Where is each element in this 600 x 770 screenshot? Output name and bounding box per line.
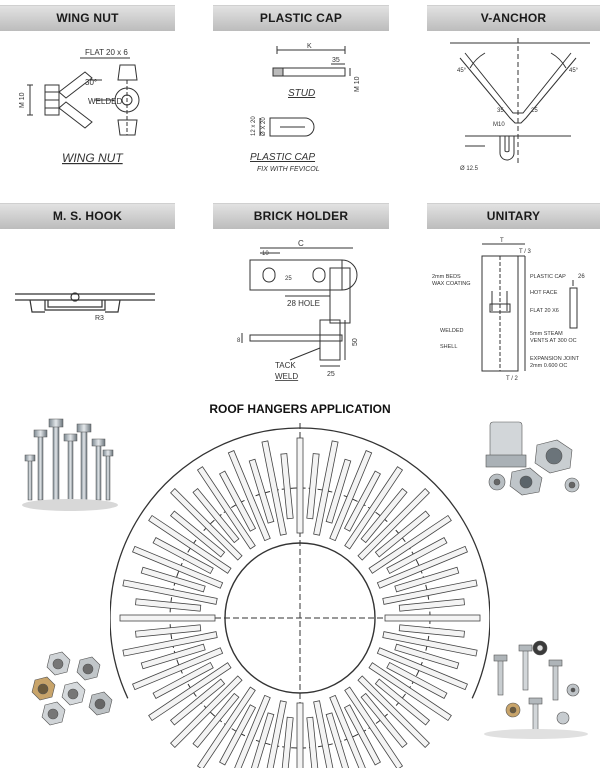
roof-hangers-heading: ROOF HANGERS APPLICATION	[209, 402, 391, 416]
hanger-slot	[136, 625, 201, 637]
plastic-cap-caption: PLASTIC CAP	[250, 152, 316, 163]
bolts-icon	[18, 410, 123, 515]
ms-hook-radius-label: R3	[95, 315, 104, 322]
v-anchor-35-label: 35	[497, 108, 504, 114]
unitary-beds-label: 2mm BEDS	[432, 274, 461, 280]
header-brick-holder-label: BRICK HOLDER	[253, 209, 349, 223]
fasteners-icon	[478, 630, 593, 740]
plastic-cap-dims-label: 12 x 20	[251, 116, 257, 136]
pipe-fittings-photo	[472, 410, 592, 510]
brick-holder-tack-label: TACK	[275, 361, 296, 370]
brick-holder-25b-label: 25	[327, 371, 335, 378]
unitary-t2-label: T / 2	[506, 376, 518, 382]
header-ms-hook	[0, 203, 175, 229]
v-anchor-left-angle: 45°	[457, 68, 467, 74]
header-wing-nut	[0, 5, 175, 31]
unitary-exp2-label: 2mm 0.600 OC	[530, 363, 568, 369]
brick-holder-c-label: C	[298, 239, 304, 248]
hanger-slot	[281, 454, 293, 519]
fasteners-photo	[478, 630, 593, 740]
hex-nuts-icon	[20, 640, 120, 730]
brick-holder-weld-label: WELD	[275, 372, 299, 381]
brick-holder-10-label: 10	[262, 251, 269, 257]
unitary-hotface-label: HOT FACE	[530, 290, 558, 296]
unitary-t3-label: T / 3	[519, 249, 531, 255]
plastic-cap-k-label: K	[307, 43, 312, 50]
brick-holder-8-label: 8	[237, 338, 241, 344]
plastic-cap-drawing	[245, 40, 375, 190]
unitary-plastic-label: PLASTIC CAP	[530, 274, 566, 280]
hanger-slot	[297, 438, 303, 533]
v-anchor-25-label: 25	[531, 108, 538, 114]
v-anchor-bottom-label: Ø 12.5	[460, 166, 479, 172]
header-ms-hook-label: M. S. HOOK	[52, 209, 123, 223]
wing-nut-welded-label: WELDED	[88, 97, 123, 106]
plastic-cap-fix-label: FIX WITH FEVICOL	[257, 166, 320, 173]
hanger-slot	[120, 615, 215, 621]
wing-nut-angle-label: 30°	[85, 78, 98, 87]
hanger-slot	[399, 599, 464, 611]
header-plastic-cap	[213, 5, 389, 31]
unitary-t-label: T	[500, 238, 504, 244]
header-wing-nut-label: WING NUT	[56, 11, 119, 25]
header-v-anchor-label: V-ANCHOR	[480, 11, 547, 25]
unitary-flat-label: FLAT 20 X6	[530, 308, 559, 314]
plastic-cap-35-label: 35	[332, 57, 340, 64]
hanger-slot	[385, 615, 480, 621]
hanger-slot	[136, 599, 201, 611]
v-anchor-drawing	[445, 38, 595, 188]
header-brick-holder	[213, 203, 389, 229]
hanger-slot	[399, 625, 464, 637]
unitary-drawing	[430, 236, 600, 386]
unitary-26-label: 26	[578, 274, 585, 280]
unitary-vents-label: VENTS AT 300 OC	[530, 338, 577, 344]
header-v-anchor	[427, 5, 600, 31]
brick-holder-drawing	[235, 238, 375, 386]
wing-nut-flat-label: FLAT 20 x 6	[85, 48, 128, 57]
pipe-fittings-icon	[472, 410, 592, 510]
unitary-expansion-label: EXPANSION JOINT	[530, 356, 580, 362]
bolts-photo	[18, 410, 123, 515]
plastic-cap-dims2-label: Ø X 20	[261, 117, 267, 136]
hanger-slot	[297, 703, 303, 768]
hanger-slot	[307, 454, 319, 519]
wing-nut-thread-label: M 10	[19, 92, 26, 108]
header-unitary-label: UNITARY	[486, 209, 541, 223]
brick-holder-25-label: 25	[285, 276, 292, 282]
hanger-slot	[281, 717, 293, 768]
roof-hangers-diagram	[110, 418, 490, 768]
wing-nut-caption: WING NUT	[62, 151, 123, 165]
header-unitary	[427, 203, 600, 229]
hex-nuts-photo	[20, 640, 120, 730]
brick-holder-50-label: 50	[352, 338, 359, 346]
v-anchor-m10-label: M10	[493, 122, 505, 128]
hanger-slot	[307, 717, 319, 768]
unitary-wax-label: WAX COATING	[432, 281, 471, 287]
unitary-steam-label: 5mm STEAM	[530, 331, 563, 337]
brick-holder-hole-label: 28 HOLE	[287, 299, 320, 308]
v-anchor-right-angle: 45°	[569, 68, 579, 74]
header-plastic-cap-label: PLASTIC CAP	[259, 11, 343, 25]
plastic-cap-thread-label: M 10	[354, 76, 361, 92]
wing-nut-drawing	[10, 40, 195, 190]
plastic-cap-stud-label: STUD	[288, 88, 316, 99]
unitary-shell-label: SHELL	[440, 344, 458, 350]
ms-hook-drawing	[10, 270, 160, 340]
unitary-welded-label: WELDED	[440, 328, 464, 334]
